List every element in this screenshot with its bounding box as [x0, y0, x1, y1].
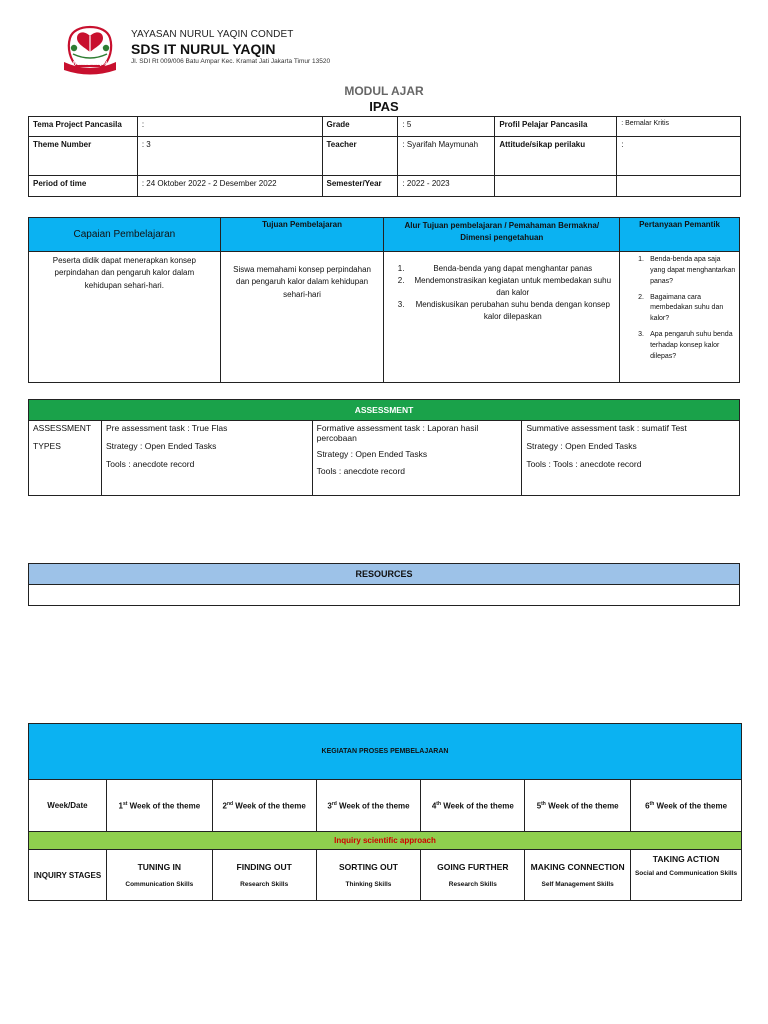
attitude-value: : [617, 137, 741, 176]
assessment-types-label-2: TYPES [33, 441, 61, 452]
week-header: 3rd Week of the theme [316, 780, 421, 832]
week-header: 1st Week of the theme [106, 780, 212, 832]
alur-item: 3. Mendiskusikan perubahan suhu benda dengan konsep kalor dilepaskan [397, 300, 610, 321]
empty-cell [495, 176, 617, 197]
assessment-types-cell [29, 421, 102, 496]
school-name: SDS IT NURUL YAQIN [131, 41, 276, 57]
alur-list-cell [384, 252, 620, 383]
stage-cell: MAKING CONNECTION Self Management Skills [525, 850, 631, 901]
formative-assessment-cell [312, 421, 522, 496]
grade-value: : 5 [398, 117, 495, 137]
info-table [28, 116, 741, 197]
pertanyaan-item: 2. Bagaimana cara membedakan suhu dan kalor? [638, 293, 724, 323]
summative-task: Summative assessment task : sumatif Test [526, 423, 687, 433]
formative-task: Formative assessment task : Laporan hasil percobaan [316, 423, 479, 444]
pertanyaan-header: Pertanyaan Pemantik [620, 218, 740, 252]
summative-tools: Tools : Tools : anecdote record [526, 459, 642, 470]
tema-value: : [137, 117, 322, 137]
capaian-table [28, 217, 740, 383]
resources-header: RESOURCES [29, 564, 740, 585]
summative-strategy: Strategy : Open Ended Tasks [526, 441, 637, 452]
grade-label: Grade [322, 117, 398, 137]
pertanyaan-list-cell [620, 252, 740, 383]
teacher-value: : Syarifah Maymunah [398, 137, 495, 176]
assessment-table [28, 399, 740, 496]
capaian-header: Capaian Pembelajaran [29, 218, 221, 252]
tujuan-header: Tujuan Pembelajaran [220, 218, 384, 252]
attitude-label: Attitude/sikap perilaku [495, 137, 617, 176]
school-address: Jl. SDI Rt 009/006 Batu Ampar Kec. Kramat Jati Jakarta Timur 13520 [131, 58, 331, 65]
theme-number-value: : 3 [137, 137, 322, 176]
inquiry-stages-label: INQUIRY STAGES [29, 850, 107, 901]
week-header: 5th Week of the theme [525, 780, 631, 832]
formative-tools: Tools : anecdote record [316, 465, 406, 476]
assessment-types-label: ASSESSMENT [33, 423, 92, 433]
resources-table [28, 563, 740, 606]
organization-name: YAYASAN NURUL YAQIN CONDET [131, 29, 294, 40]
school-logo [60, 24, 120, 76]
semester-label: Semester/Year [322, 176, 398, 197]
period-label: Period of time [29, 176, 138, 197]
inquiry-approach-label: Inquiry scientific approach [29, 832, 742, 850]
week-header: 4th Week of the theme [421, 780, 525, 832]
capaian-text: Peserta didik dapat menerapkan konsep perpindahan dan pengaruh kalor dalam kehidupan sehari-hari. [29, 252, 221, 383]
kegiatan-header: KEGIATAN PROSES PEMBELAJARAN [29, 724, 742, 780]
subject-title: IPAS [369, 99, 399, 114]
stage-cell: SORTING OUT Thinking Skills [316, 850, 421, 901]
alur-item: 2. Mendemonstrasikan kegiatan untuk membedakan suhu dan kalor [397, 276, 612, 297]
semester-value: : 2022 - 2023 [398, 176, 495, 197]
stage-cell: GOING FURTHER Research Skills [421, 850, 525, 901]
alur-item: 1. Benda-benda yang dapat menghantar panas [397, 264, 593, 273]
tema-label: Tema Project Pancasila [29, 117, 138, 137]
pertanyaan-item: 3. Apa pengaruh suhu benda terhadap konsep kalor dilepas? [638, 331, 733, 360]
pertanyaan-item: 1. Benda-benda apa saja yang dapat menghantarkan panas? [638, 256, 736, 285]
stage-cell: FINDING OUT Research Skills [212, 850, 316, 901]
alur-header: Alur Tujuan pembelajaran / Pemahaman Bermakna/ Dimensi pengetahuan [384, 218, 620, 252]
kegiatan-table [28, 723, 742, 901]
formative-strategy: Strategy : Open Ended Tasks [316, 449, 428, 460]
resources-body [29, 585, 740, 606]
profil-value: : Bernalar Kritis [617, 117, 741, 137]
empty-cell [617, 176, 741, 197]
alur-list [390, 263, 613, 323]
document-title: MODUL AJAR [344, 84, 424, 98]
week-header: 2nd Week of the theme [212, 780, 316, 832]
pre-strategy: Strategy : Open Ended Tasks [105, 441, 217, 452]
tujuan-text: Siswa memahami konsep perpindahan dan pengaruh kalor dalam kehidupan sehari-hari [220, 252, 384, 383]
profil-label: Profil Pelajar Pancasila [495, 117, 617, 137]
assessment-header: ASSESSMENT [29, 400, 740, 421]
stage-cell: TAKING ACTION Social and Communication Skills [631, 850, 742, 901]
logo-text: NURUL YAQIN [72, 61, 108, 67]
summative-assessment-cell [522, 421, 740, 496]
teacher-label: Teacher [322, 137, 398, 176]
period-value: : 24 Oktober 2022 - 2 Desember 2022 [137, 176, 322, 197]
stage-cell: TUNING IN Communication Skills [106, 850, 212, 901]
week-header: 6th Week of the theme [631, 780, 742, 832]
pre-tools: Tools : anecdote record [105, 459, 195, 470]
pertanyaan-list [622, 255, 737, 363]
pre-assessment-cell [101, 421, 312, 496]
theme-number-label: Theme Number [29, 137, 138, 176]
pre-task: Pre assessment task : True Flas [105, 423, 228, 433]
week-date-label: Week/Date [29, 780, 107, 832]
